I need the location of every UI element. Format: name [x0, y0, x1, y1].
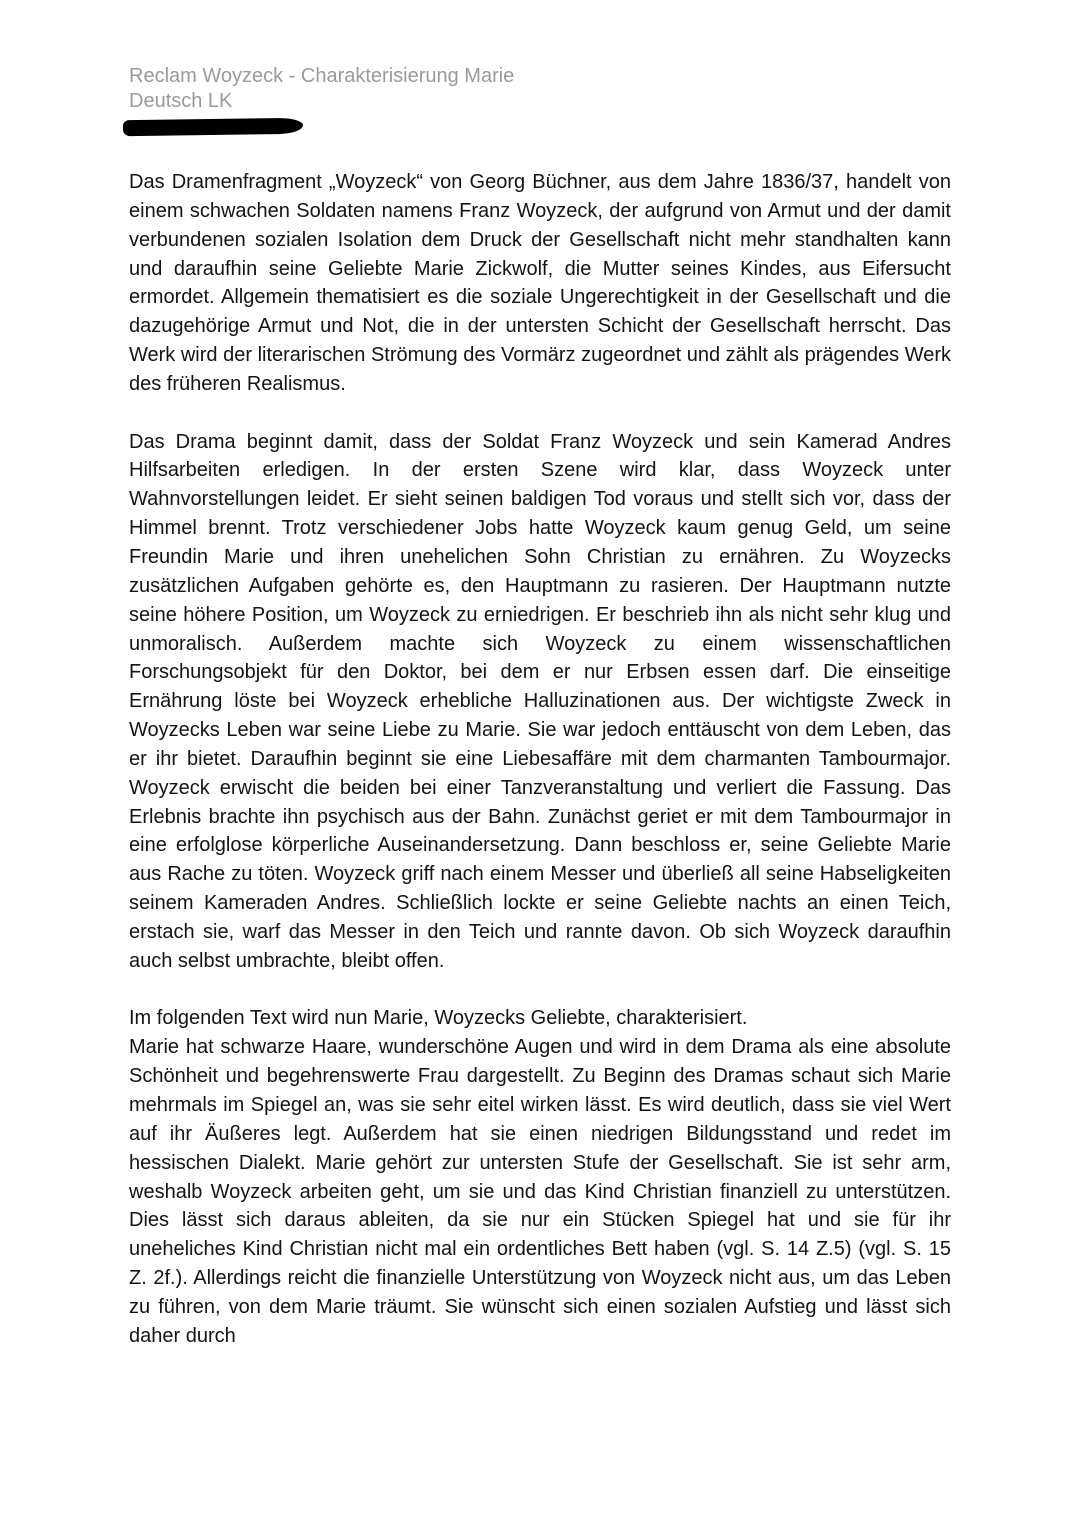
- document-header: [129, 64, 729, 114]
- paragraph-summary: Das Drama beginnt damit, dass der Soldat Franz Woyzeck und sein Kamerad Andres Hilfsarbeiten erledigen. In der ersten Szene wird klar, dass Woyzeck unter Wahnvorstellungen leidet. Er sieht seinen baldigen Tod voraus und stellt sich vor, dass der Himmel brennt. Trotz verschiedener Jobs hatte Woyzeck kaum genug Geld, um seine Freundin Marie und ihren unehelichen Sohn Christian zu ernähren. Zu Woyzecks zusätzlichen Aufgaben gehörte es, den Hauptmann zu rasieren. Der Hauptmann nutzte seine höhere Position, um Woyzeck zu erniedrigen. Er beschrieb ihn als nicht sehr klug und unmoralisch. Außerdem machte sich Woyzeck zu einem wissenschaftlichen Forschungsobjekt für den Doktor, bei dem er nur Erbsen essen darf. Die einseitige Ernährung löste bei Woyzeck erhebliche Halluzinationen aus. Der wichtigste Zweck in Woyzecks Leben war seine Liebe zu Marie. Sie war jedoch enttäuscht von dem Leben, das er ihr bietet. Daraufhin beginnt sie eine Liebesaffäre mit dem charmanten Tambourmajor. Woyzeck erwischt die beiden bei einer Tanzveranstaltung und verliert die Fassung. Das Erlebnis brachte ihn psychisch aus der Bahn. Zunächst geriet er mit dem Tambourmajor in eine erfolglose körperliche Auseinandersetzung. Dann beschloss er, seine Geliebte Marie aus Rache zu töten. Woyzeck griff nach einem Messer und überließ all seine Habseligkeiten seinem Kameraden Andres. Schließlich lockte er seine Geliebte nachts an einen Teich, erstach sie, warf das Messer in den Teich und rannte davon. Ob sich Woyzeck daraufhin auch selbst umbrachte, bleibt offen.: [129, 430, 951, 972]
- paragraph-characterization: Marie hat schwarze Haare, wunderschöne Augen und wird in dem Drama als eine absolute Schönheit und begehrenswerte Frau dargestellt. Zu Beginn des Dramas schaut sich Marie mehrmals im Spiegel an, was sie sehr eitel wirken lässt. Es wird deutlich, dass sie viel Wert auf ihr Äußeres legt. Außerdem hat sie einen niedrigen Bildungsstand und redet im hessischen Dialekt. Marie gehört zur untersten Stufe der Gesellschaft. Sie ist sehr arm, weshalb Woyzeck arbeiten geht, um sie und das Kind Christian finanziell zu unterstützen. Dies lässt sich daraus ableiten, da sie nur ein Stücken Spiegel hat und sie für ihr uneheliches Kind Christian nicht mal ein ordentliches Bett haben (vgl. S. 14 Z.5) (vgl. S. 15 Z. 2f.). Allerdings reicht die finanzielle Unterstützung von Woyzeck nicht aus, um das Leben zu führen, von dem Marie träumt. Sie wünscht sich einen sozialen Aufstieg und lässt sich daher durch: [129, 1036, 951, 1347]
- document-title: Reclam Woyzeck - Charakterisierung Marie: [129, 65, 515, 87]
- paragraph-transition: Im folgenden Text wird nun Marie, Woyzecks Geliebte, charakterisiert.: [129, 1007, 748, 1030]
- paragraph-introduction: Das Dramenfragment „Woyzeck“ von Georg Büchner, aus dem Jahre 1836/37, handelt von einem schwachen Soldaten namens Franz Woyzeck, der aufgrund von Armut und der damit verbundenen sozialen Isolation dem Druck der Gesellschaft nicht mehr standhalten kann und daraufhin seine Geliebte Marie Zickwolf, die Mutter seines Kindes, aus Eifersucht ermordet. Allgemein thematisiert es die soziale Ungerechtigkeit in der Gesellschaft und die dazugehörige Armut und Not, die in der untersten Schicht der Gesellschaft herrscht. Das Werk wird der literarischen Strömung des Vormärz zugeordnet und zählt als prägendes Werk des früheren Realismus.: [129, 171, 951, 395]
- redacted-name-mark: [123, 118, 303, 137]
- course-label: Deutsch LK: [129, 90, 233, 112]
- document-body: [129, 168, 951, 1351]
